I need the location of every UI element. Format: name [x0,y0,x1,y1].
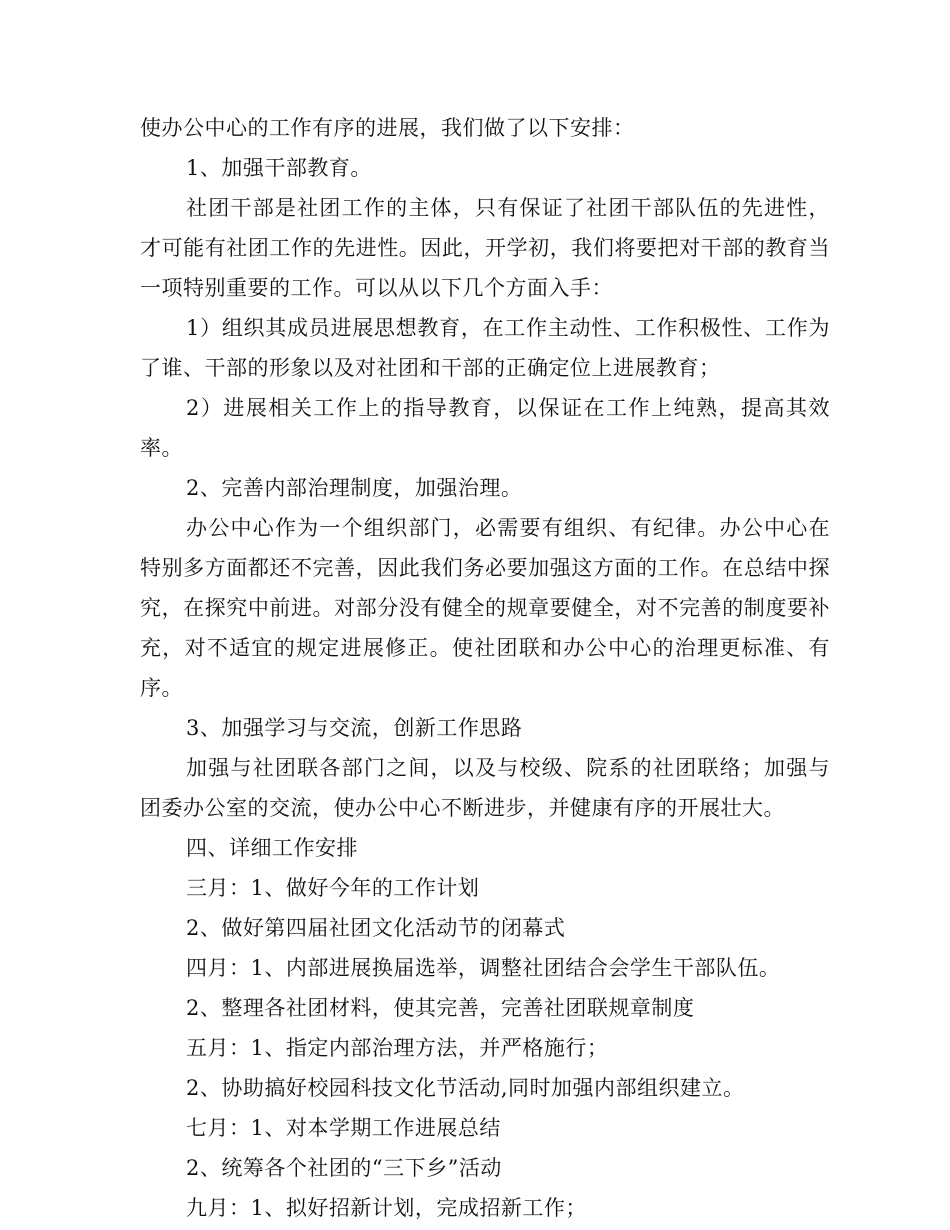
paragraph: 办公中心作为一个组织部门，必需要有组织、有纪律。办公中心在特别多方面都还不完善，因此我们务必要加强这方面的工作。在总结中探究，在探究中前进。对部分没有健全的规章要健全，对不完善的制度要补充，对不适宜的规定进展修正。使社团联和办公中心的治理更标准、有序。 [140,516,830,700]
schedule-item: 三月：1、做好今年的工作计划 [186,876,480,900]
list-heading: 1、加强干部教育。 [186,156,372,180]
list-item: 1）组织其成员进展思想教育，在工作主动性、工作积极性、工作为了谁、干部的形象以及对社团和干部的正确定位上进展教育； [140,316,830,380]
paragraph: 使办公中心的工作有序的进展，我们做了以下安排： [140,116,635,140]
section-heading: 四、详细工作安排 [186,836,358,860]
list-heading: 3、加强学习与交流，创新工作思路 [186,716,523,740]
schedule-item: 2、协助搞好校园科技文化节活动,同时加强内部组织建立。 [186,1076,745,1100]
document-body [140,108,830,1228]
schedule-item: 九月：1、拟好招新计划，完成招新工作； [186,1196,587,1220]
paragraph: 加强与社团联各部门之间，以及与校级、院系的社团联络；加强与团委办公室的交流，使办公中心不断进步，并健康有序的开展壮大。 [140,756,830,820]
schedule-item: 2、做好第四届社团文化活动节的闭幕式 [186,916,566,940]
list-heading: 2、完善内部治理制度，加强治理。 [186,476,523,500]
schedule-item: 2、统筹各个社团的“三下乡”活动 [186,1156,502,1180]
paragraph: 社团干部是社团工作的主体，只有保证了社团干部队伍的先进性，才可能有社团工作的先进性。因此，开学初，我们将要把对干部的教育当一项特别重要的工作。可以从以下几个方面入手： [140,196,830,300]
schedule-item: 四月：1、内部进展换届选举，调整社团结合会学生干部队伍。 [186,956,781,980]
list-item: 2）进展相关工作上的指导教育，以保证在工作上纯熟，提高其效率。 [140,396,830,460]
schedule-item: 五月：1、指定内部治理方法，并严格施行； [186,1036,609,1060]
schedule-item: 七月：1、对本学期工作进展总结 [186,1116,501,1140]
schedule-item: 2、整理各社团材料，使其完善，完善社团联规章制度 [186,996,695,1020]
